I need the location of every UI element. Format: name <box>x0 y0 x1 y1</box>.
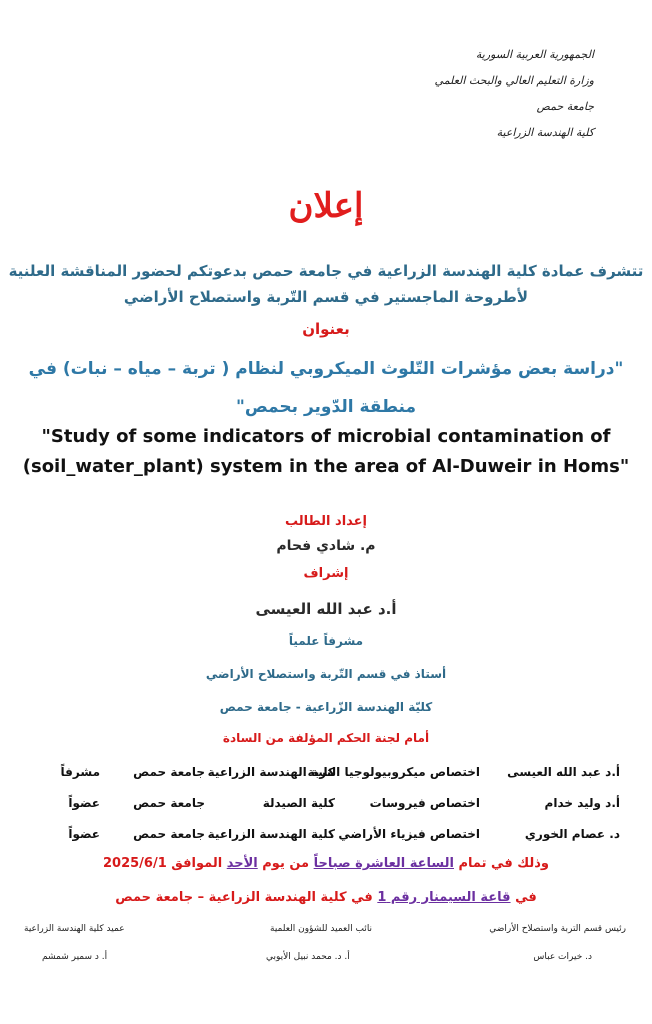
arabic-title-line-1: "دراسة بعض مؤشرات التّلوث الميكروبي لنظام ( تربة – مياه – نبات) في <box>28 359 624 379</box>
signature-name-dean: أ. د سمير شمشم <box>42 952 108 962</box>
committee-member-faculty: كلية الهندسة الزراعية <box>207 827 335 841</box>
committee-row <box>34 796 620 820</box>
venue-hall: قاعة السيمنار رقم 1 <box>377 890 511 905</box>
signature-title-department-head: رئيس قسم التربة واستصلاح الأراضي <box>489 924 626 934</box>
schedule-day: الأحد <box>226 856 258 871</box>
committee-member-specialty: اختصاص فيروسات <box>369 796 480 810</box>
signature-name-vice-dean: أ. د. محمد نبيل الأيوبي <box>266 952 350 962</box>
committee-member-specialty: اختصاص ميكروبيولوجيا التربة <box>307 765 480 779</box>
committee-label: أمام لجنة الحكم المؤلفة من السادة <box>222 731 430 745</box>
venue-suffix: في كلية الهندسة الزراعية – جامعة حمص <box>115 890 378 905</box>
committee-member-university: جامعة حمص <box>133 765 205 779</box>
arabic-thesis-title <box>0 350 652 426</box>
schedule-middle: من يوم <box>257 856 314 871</box>
committee-member-name: د. عصام الخوري <box>524 827 620 841</box>
invitation-line-2: لأطروحة الماجستير في قسم التّربة واستصلاح الأراضي <box>123 288 529 306</box>
committee-member-university: جامعة حمص <box>133 796 205 810</box>
signature-name-department-head: د. خيرات عباس <box>533 952 592 962</box>
supervisor-title: أستاذ في قسم التّربة واستصلاح الأراضي <box>205 667 447 681</box>
student-name: م. شادي فحام <box>276 538 376 554</box>
student-label: إعداد الطالب <box>284 514 368 529</box>
english-title-line-2: (soil_water_plant) system in the area of Al-Duweir in Homs" <box>22 456 630 477</box>
letterhead-ministry: وزارة التعليم العالي والبحث العلمي <box>434 74 594 87</box>
schedule-line <box>0 856 652 871</box>
supervisor-affiliation: كليّة الهندسة الزّراعية - جامعة حمص <box>219 700 433 714</box>
letterhead-faculty: كلية الهندسة الزراعية <box>496 126 594 139</box>
committee-member-specialty: اختصاص فيزياء الأراضي <box>338 827 480 841</box>
schedule-time: الساعة العاشرة صباحاً <box>313 856 454 871</box>
committee-member-faculty: كلية الصيدلة <box>262 796 335 810</box>
schedule-date: الموافق 2025/6/1 <box>102 856 227 871</box>
supervision-label: إشراف <box>303 566 349 581</box>
committee-member-university: جامعة حمص <box>133 827 205 841</box>
venue-line <box>0 890 652 905</box>
committee-row <box>34 765 620 789</box>
signature-title-dean: عميد كلية الهندسة الزراعية <box>24 924 125 934</box>
committee-member-name: أ.د عبد الله العيسى <box>507 765 620 779</box>
letterhead-country: الجمهورية العربية السورية <box>475 48 594 61</box>
committee-member-faculty: كلية الهندسة الزراعية <box>207 765 335 779</box>
supervisor-name: أ.د عبد الله العيسى <box>255 600 397 618</box>
english-title-line-1: "Study of some indicators of microbial contamination of <box>41 426 611 447</box>
committee-member-role: مشرفاً <box>60 765 100 779</box>
english-thesis-title <box>0 422 652 482</box>
invitation-text <box>0 258 652 310</box>
invitation-line-1: تتشرف عمادة كلية الهندسة الزراعية في جامعة حمص بدعوتكم لحضور المناقشة العلنية <box>8 262 644 280</box>
title-label: بعنوان <box>302 320 350 338</box>
committee-member-role: عضواً <box>68 827 100 841</box>
letterhead-university: جامعة حمص <box>536 100 594 113</box>
announcement-heading: إعلان <box>288 186 364 226</box>
committee-member-role: عضواً <box>68 796 100 810</box>
committee-member-name: أ.د وليد خدام <box>544 796 620 810</box>
schedule-prefix: وذلك في تمام <box>454 856 549 871</box>
letterhead <box>294 42 594 146</box>
signature-title-vice-dean: نائب العميد للشؤون العلمية <box>270 924 373 934</box>
arabic-title-line-2: منطقة الدّوير بحمص" <box>235 397 417 417</box>
committee-row <box>34 827 620 851</box>
venue-prefix: في <box>510 890 537 905</box>
supervisor-role: مشرفاً علمياً <box>288 634 364 648</box>
